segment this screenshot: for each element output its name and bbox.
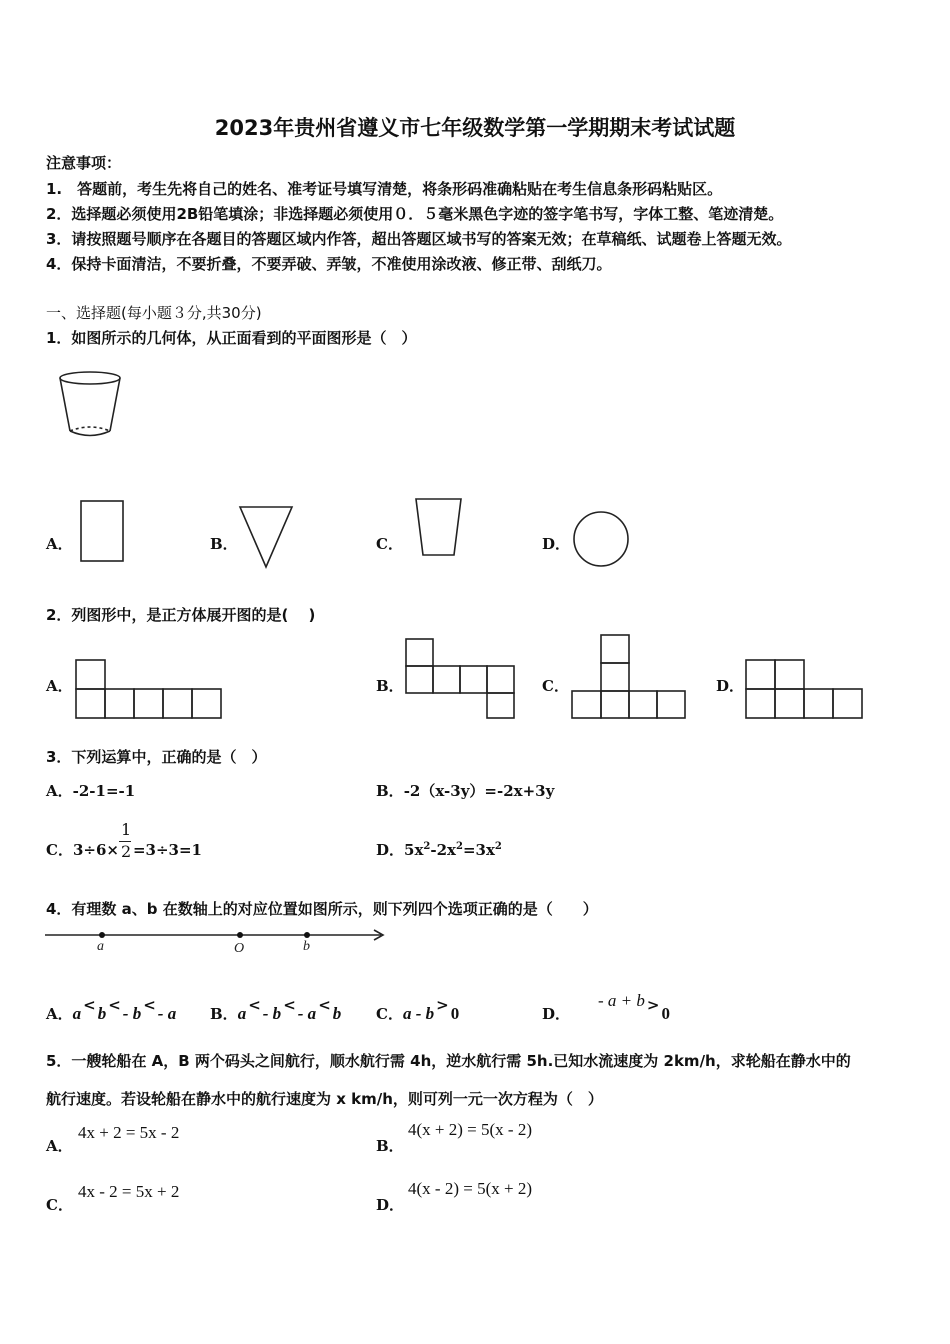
q1-solid-figure bbox=[50, 368, 130, 443]
q3-option-c-denominator: 2 bbox=[120, 842, 132, 861]
notice-item-4: 4．保持卡面清洁，不要折叠，不要弄破、弄皱，不准使用涂改液、修正带、刮纸刀。 bbox=[46, 255, 612, 273]
section-heading: 一、选择题(每小题３分,共30分) bbox=[46, 304, 262, 322]
q4-b-term3: - a bbox=[297, 1004, 317, 1023]
q4-number-line bbox=[45, 926, 390, 956]
q3-option-d-exp3: 2 bbox=[494, 841, 502, 852]
q3-option-c-label: C． bbox=[46, 841, 73, 859]
q2-option-b-net bbox=[405, 638, 517, 720]
q1-option-b-triangle bbox=[238, 505, 294, 569]
q5-stem-line2: 航行速度。若设轮船在静水中的航行速度为 x km/h，则可列一元一次方程为（ ） bbox=[46, 1090, 603, 1108]
q3-option-a-label: A． bbox=[46, 782, 73, 800]
q2-stem: 2．列图形中，是正方体展开图的是( ) bbox=[46, 606, 316, 624]
q5-option-a-equation: 4x + 2 = 5x - 2 bbox=[78, 1123, 180, 1142]
q3-option-c-pre: 3÷6× bbox=[72, 841, 119, 859]
q3-option-d-label: D． bbox=[376, 841, 405, 859]
q5-option-d-label[interactable]: D． bbox=[376, 1196, 405, 1214]
q4-a-term1: a bbox=[72, 1004, 82, 1023]
q4-b-cmp2: < bbox=[283, 996, 296, 1014]
q3-option-b[interactable] bbox=[376, 780, 554, 801]
notice-item-1: 1. 答题前，考生先将自己的姓名、准考证号填写清楚，将条形码准确粘贴在考生信息条形码粘贴区。 bbox=[46, 180, 723, 198]
q4-option-a-label: A． bbox=[46, 1005, 73, 1023]
q1-option-d-circle bbox=[572, 510, 630, 568]
q1-option-d-label[interactable]: D． bbox=[542, 535, 571, 553]
q3-option-d[interactable] bbox=[376, 839, 502, 860]
q4-a-cmp2: < bbox=[108, 996, 121, 1014]
q3-stem: 3．下列运算中，正确的是（ ） bbox=[46, 748, 267, 766]
q1-option-a-label[interactable]: A． bbox=[46, 535, 73, 553]
q4-option-a[interactable] bbox=[46, 996, 177, 1024]
q1-option-c-trapezoid bbox=[414, 497, 464, 559]
q3-option-c-post: =3÷3=1 bbox=[132, 841, 202, 859]
q5-option-c-equation: 4x - 2 = 5x + 2 bbox=[78, 1182, 180, 1201]
q1-stem: 1．如图所示的几何体，从正面看到的平面图形是（ ） bbox=[46, 329, 417, 347]
q4-option-c[interactable] bbox=[376, 996, 460, 1024]
q3-option-a[interactable] bbox=[46, 780, 135, 801]
q4-option-d[interactable] bbox=[542, 991, 670, 1024]
q5-option-d-equation: 4(x - 2) = 5(x + 2) bbox=[408, 1179, 532, 1198]
q4-c-cmp1: > bbox=[436, 996, 449, 1014]
q4-option-c-label: C． bbox=[376, 1005, 403, 1023]
q4-c-term1: a - b bbox=[402, 1004, 435, 1023]
q2-option-c-label[interactable]: C． bbox=[542, 677, 569, 695]
q1-option-a-rectangle bbox=[80, 500, 125, 562]
q4-stem: 4．有理数 a、b 在数轴上的对应位置如图所示，则下列四个选项正确的是（ ） bbox=[46, 900, 598, 918]
q4-option-b-label: B． bbox=[210, 1005, 238, 1023]
q3-option-d-exp1: 2 bbox=[423, 841, 431, 852]
q4-b-term2: - b bbox=[262, 1004, 282, 1023]
q3-option-c-fraction bbox=[119, 820, 133, 861]
page-title: 2023年贵州省遵义市七年级数学第一学期期末考试试题 bbox=[214, 116, 736, 140]
q4-d-term2: 0 bbox=[661, 1004, 670, 1023]
q4-a-term3: - b bbox=[122, 1004, 142, 1023]
q5-option-b-equation: 4(x + 2) = 5(x - 2) bbox=[408, 1120, 532, 1139]
q1-option-c-label[interactable]: C． bbox=[376, 535, 403, 553]
q5-option-b-label[interactable]: B． bbox=[376, 1137, 404, 1155]
q3-option-b-text: -2（x-3y）=-2x+3y bbox=[403, 782, 555, 800]
q4-a-cmp1: < bbox=[83, 996, 96, 1014]
q4-b-cmp1: < bbox=[248, 996, 261, 1014]
q5-stem-line1: 5．一艘轮船在 A，B 两个码头之间航行，顺水航行需 4h，逆水航行需 5h.已知水流速度为 2km/h，求轮船在静水中的 bbox=[46, 1052, 851, 1070]
q2-option-c-net bbox=[571, 634, 689, 720]
q2-option-d-label[interactable]: D． bbox=[716, 677, 745, 695]
q3-option-a-text: -2-1=-1 bbox=[72, 782, 136, 800]
notice-heading: 注意事项： bbox=[46, 154, 122, 172]
q1-option-b-label[interactable]: B． bbox=[210, 535, 238, 553]
q4-point-b bbox=[304, 932, 310, 938]
q2-option-d-net bbox=[745, 659, 867, 721]
q2-option-a-net bbox=[75, 659, 225, 721]
q4-a-cmp3: < bbox=[143, 996, 156, 1014]
q4-label-b: b bbox=[303, 939, 310, 954]
q3-option-d-term1: 5x bbox=[404, 841, 424, 859]
q4-a-term2: b bbox=[97, 1004, 107, 1023]
q3-option-c-numerator: 1 bbox=[120, 820, 132, 839]
notice-item-3: 3．请按照题号顺序在各题目的答题区域内作答，超出答题区域书写的答案无效；在草稿纸、试题卷上答题无效。 bbox=[46, 230, 792, 248]
q4-option-b[interactable] bbox=[210, 996, 342, 1024]
q4-b-term1: a bbox=[237, 1004, 247, 1023]
q5-option-a-label[interactable]: A． bbox=[46, 1137, 73, 1155]
q4-label-a: a bbox=[97, 939, 104, 954]
q5-option-c-label[interactable]: C． bbox=[46, 1196, 73, 1214]
q3-option-d-exp2: 2 bbox=[455, 841, 463, 852]
q4-b-term4: b bbox=[332, 1004, 342, 1023]
q4-option-d-label: D． bbox=[542, 1005, 571, 1023]
notice-item-2: 2．选择题必须使用2B铅笔填涂；非选择题必须使用０．５毫米黑色字迹的签字笔书写，字体工整、笔迹清楚。 bbox=[46, 205, 784, 223]
q2-option-a-label[interactable]: A． bbox=[46, 677, 73, 695]
q4-a-term4: - a bbox=[157, 1004, 177, 1023]
q4-c-term2: 0 bbox=[450, 1004, 460, 1023]
q4-d-cmp1: > bbox=[646, 996, 660, 1014]
q2-option-b-label[interactable]: B． bbox=[376, 677, 404, 695]
q4-label-o: O bbox=[234, 941, 245, 956]
q3-option-b-label: B． bbox=[376, 782, 404, 800]
q4-d-term1: - a + b bbox=[598, 991, 645, 1010]
q3-option-c[interactable] bbox=[46, 820, 202, 861]
q3-option-d-term2: -2x bbox=[430, 841, 456, 859]
q4-b-cmp3: < bbox=[318, 996, 331, 1014]
q4-point-o bbox=[237, 932, 243, 938]
q4-point-a bbox=[99, 932, 105, 938]
q3-option-d-term3: =3x bbox=[462, 841, 495, 859]
